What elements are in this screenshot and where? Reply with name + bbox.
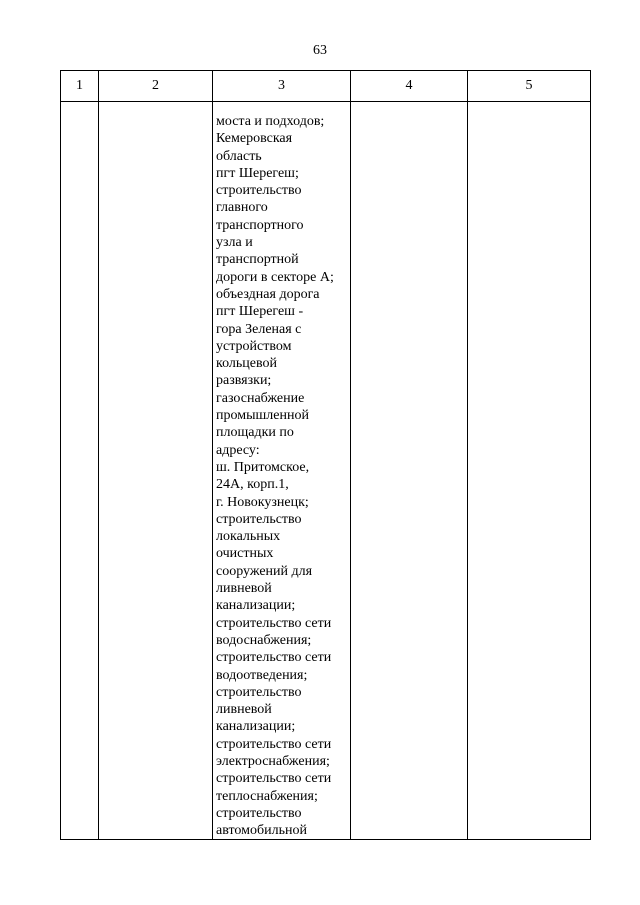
text-line: автомобильной [216, 823, 307, 839]
column-header-2: 2 [99, 71, 213, 102]
text-line: очистных [216, 546, 274, 562]
document-table [60, 70, 591, 840]
object-description-text [213, 102, 350, 839]
table-row [61, 102, 591, 840]
text-line: устройством [216, 338, 292, 354]
text-line: газоснабжение [216, 390, 305, 406]
text-line: строительство [216, 805, 302, 821]
text-line: локальных [216, 529, 281, 545]
column-header-3: 3 [213, 71, 351, 102]
text-line: транспортной [216, 252, 299, 268]
text-line: моста и подходов; [216, 114, 325, 129]
text-line: Кемеровская [216, 131, 293, 147]
text-line: строительство сети [216, 736, 332, 752]
text-line: кольцевой [216, 356, 277, 372]
column-header-4: 4 [351, 71, 468, 102]
table-cell-col2 [99, 102, 213, 840]
text-line: ш. Притомское, [216, 459, 310, 475]
column-header-1: 1 [61, 71, 99, 102]
text-line: ливневой [216, 581, 272, 597]
text-line: строительство сети [216, 615, 332, 631]
table-cell-col1 [61, 102, 99, 840]
text-line: развязки; [216, 373, 272, 389]
text-line: ливневой [216, 702, 272, 718]
table-header-row [61, 71, 591, 102]
text-line: дороги в секторе А; [216, 269, 334, 285]
text-line: транспортного [216, 217, 304, 233]
column-header-5: 5 [468, 71, 591, 102]
text-line: область [216, 148, 262, 164]
text-line: канализации; [216, 719, 296, 735]
text-line: строительство [216, 684, 302, 700]
text-line: строительство [216, 183, 302, 199]
text-line: площадки по [216, 425, 294, 441]
text-line: строительство сети [216, 771, 332, 787]
text-line: сооружений для [216, 563, 313, 579]
page-number: 63 [313, 43, 327, 58]
text-line: пгт Шерегеш; [216, 165, 299, 181]
text-line: пгт Шерегеш - [216, 304, 304, 320]
text-line: водоснабжения; [216, 632, 312, 648]
text-line: водоотведения; [216, 667, 308, 683]
text-line: главного [216, 200, 268, 216]
table-cell-col5 [468, 102, 591, 840]
text-line: строительство сети [216, 650, 332, 666]
text-line: канализации; [216, 598, 296, 614]
text-line: теплоснабжения; [216, 788, 318, 804]
text-line: адресу: [216, 442, 260, 458]
text-line: гора Зеленая с [216, 321, 302, 337]
table-cell-col3 [213, 102, 351, 840]
text-line: электроснабжения; [216, 753, 330, 769]
text-line: промышленной [216, 408, 309, 424]
text-line: 24А, корп.1, [216, 477, 289, 493]
text-line: г. Новокузнецк; [216, 494, 309, 510]
text-line: строительство [216, 511, 302, 527]
table-cell-col4 [351, 102, 468, 840]
text-line: узла и [216, 235, 253, 251]
text-line: объездная дорога [216, 286, 320, 302]
